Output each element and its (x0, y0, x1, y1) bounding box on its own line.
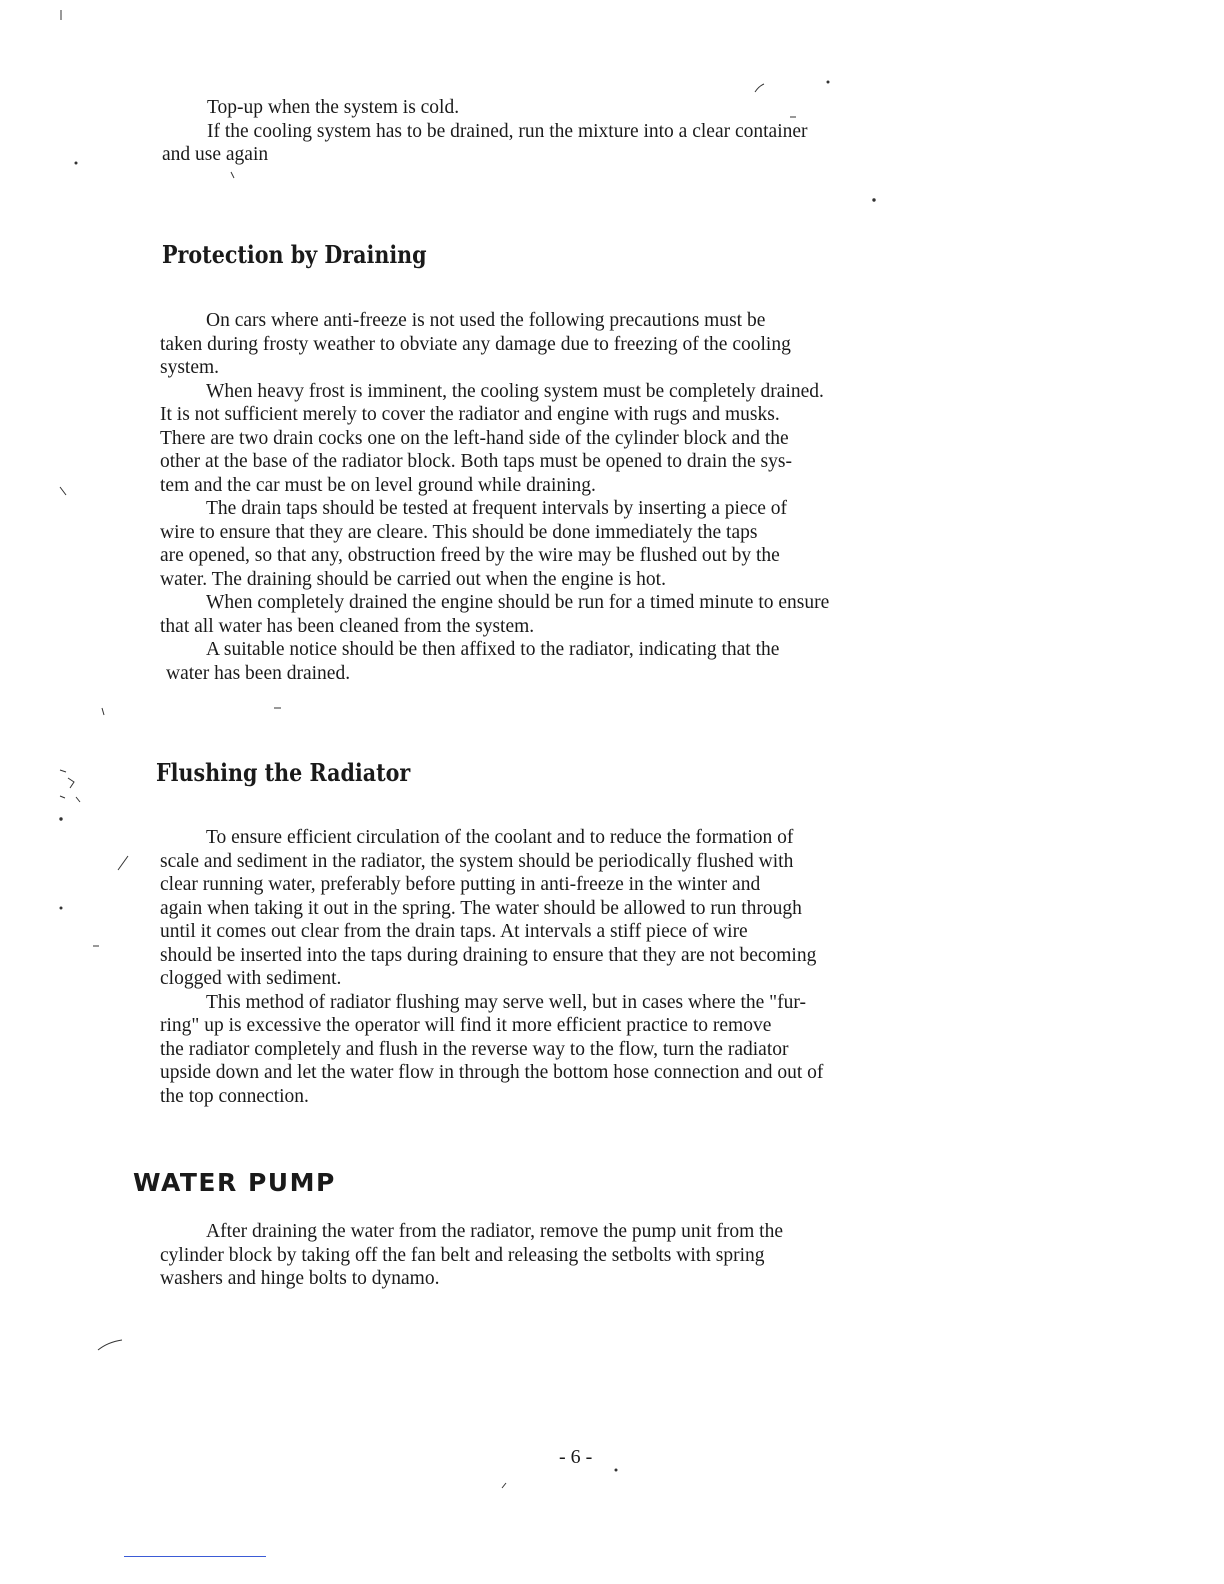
text-line: system. (160, 357, 220, 378)
text-line: upside down and let the water flow in through the bottom hose connection and out of (160, 1062, 824, 1083)
text-line: The drain taps should be tested at frequent intervals by inserting a piece of (206, 498, 788, 519)
text-line: This method of radiator flushing may serve well, but in cases where the "fur- (206, 991, 806, 1013)
text-line: taken during frosty weather to obviate any damage due to freezing of the cooling (160, 333, 791, 355)
section-body-protection-by-draining (160, 309, 829, 685)
text-line: scale and sediment in the radiator, the system should be periodically flushed with (160, 850, 794, 872)
text-line: A suitable notice should be then affixed to the radiator, indicating that the (206, 639, 780, 660)
text-line: When heavy frost is imminent, the cooling system must be completely drained. (206, 380, 824, 402)
text-line: When completely drained the engine should be run for a timed minute to ensure (206, 592, 830, 613)
text-line: other at the base of the radiator block. Both taps must be opened to drain the sys- (160, 451, 792, 472)
text-line: After draining the water from the radiator, remove the pump unit from the (206, 1221, 783, 1242)
section-heading-water-pump: WATER PUMP (133, 1168, 336, 1197)
section-heading-protection-by-draining: Protection by Draining (162, 240, 427, 269)
text-line: the radiator completely and flush in the reverse way to the flow, turn the radiator (160, 1038, 789, 1060)
text-line: again when taking it out in the spring. The water should be allowed to run through (160, 897, 802, 919)
text-line: that all water has been cleaned from the system. (160, 615, 535, 637)
section-body-flushing-the-radiator (160, 826, 823, 1108)
text-line: ring" up is excessive the operator will find it more efficient practice to remove (160, 1015, 772, 1036)
text-line: water has been drained. (166, 662, 351, 684)
text-line: water. The draining should be carried out when the engine is hot. (160, 568, 666, 590)
bottom-rule (124, 1556, 266, 1557)
section-heading-flushing-the-radiator: Flushing the Radiator (156, 758, 411, 787)
text-line: There are two drain cocks one on the left-hand side of the cylinder block and the (160, 427, 789, 449)
text-line: It is not sufficient merely to cover the radiator and engine with rugs and musks. (160, 404, 780, 425)
text-line: cylinder block by taking off the fan belt and releasing the setbolts with spring (160, 1244, 765, 1266)
text-line: To ensure efficient circulation of the coolant and to reduce the formation of (206, 827, 794, 848)
text-line: until it comes out clear from the drain taps. At intervals a stiff piece of wire (160, 921, 748, 942)
text-line: wire to ensure that they are cleare. This should be done immediately the taps (160, 521, 758, 543)
text-line: If the cooling system has to be drained, run the mixture into a clear container (207, 120, 808, 142)
text-line: are opened, so that any, obstruction freed by the wire may be flushed out by the (160, 545, 780, 566)
section-body-water-pump (160, 1220, 783, 1291)
text-line: clear running water, preferably before putting in anti-freeze in the winter and (160, 874, 761, 895)
text-line: the top connection. (160, 1085, 309, 1107)
text-line: clogged with sediment. (160, 968, 342, 989)
text-line: On cars where anti-freeze is not used the following precautions must be (206, 310, 766, 331)
intro-text (162, 96, 808, 167)
text-line: and use again (162, 144, 269, 165)
page-number: - 6 - (559, 1446, 593, 1468)
text-line: washers and hinge bolts to dynamo. (160, 1268, 440, 1289)
text-line: tem and the car must be on level ground while draining. (160, 474, 596, 496)
text-line: should be inserted into the taps during draining to ensure that they are not becoming (160, 944, 817, 966)
text-line: Top-up when the system is cold. (207, 97, 460, 118)
